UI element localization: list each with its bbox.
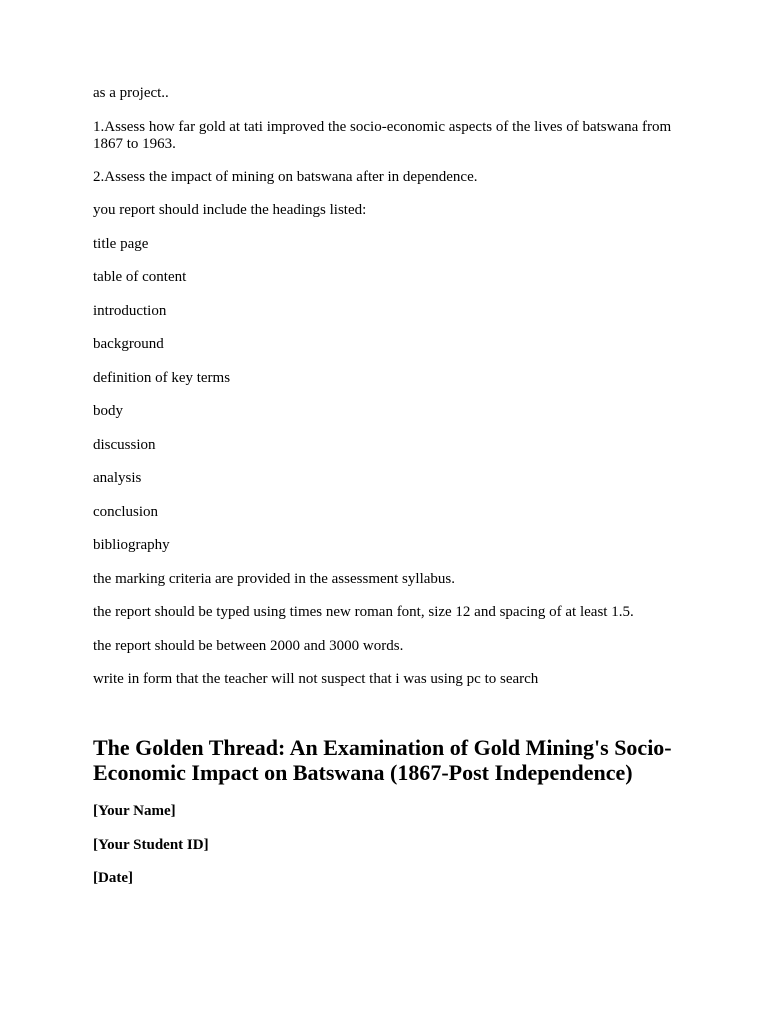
heading-item-body: body xyxy=(93,403,123,419)
instruction-writing-style: write in form that the teacher will not suspect that i was using pc to search xyxy=(93,671,539,687)
intro-text: as a project.. xyxy=(93,85,169,101)
headings-intro-text: you report should include the headings listed: xyxy=(93,202,367,218)
task-1-text: 1.Assess how far gold at tati improved the socio-economic aspects of the lives of batswana from 1867 to 1963. xyxy=(93,118,672,152)
heading-item-introduction: introduction xyxy=(93,302,167,319)
date-placeholder: [Date] xyxy=(93,870,133,886)
instructions-list xyxy=(93,571,693,689)
headings-list xyxy=(93,236,693,555)
document-page xyxy=(93,85,693,904)
instruction-typing-format: the report should be typed using times new roman font, size 12 and spacing of at least 1.5. xyxy=(93,604,634,620)
name-placeholder: [Your Name] xyxy=(93,803,176,819)
heading-item-definition-of-key-terms: definition of key terms xyxy=(93,369,231,386)
heading-item-table-of-content: table of content xyxy=(93,269,187,285)
student-id-placeholder: [Your Student ID] xyxy=(93,836,209,853)
task-2-text: 2.Assess the impact of mining on batswana after in dependence. xyxy=(93,168,478,185)
heading-item-analysis: analysis xyxy=(93,470,142,486)
heading-item-background: background xyxy=(93,336,164,352)
heading-item-bibliography: bibliography xyxy=(93,537,170,553)
heading-item-conclusion: conclusion xyxy=(93,503,158,520)
instruction-marking-criteria: the marking criteria are provided in the assessment syllabus. xyxy=(93,570,455,587)
heading-item-discussion: discussion xyxy=(93,436,156,453)
heading-item-title-page: title page xyxy=(93,235,149,252)
instruction-word-count: the report should be between 2000 and 3000 words. xyxy=(93,637,404,654)
report-title: The Golden Thread: An Examination of Gold Mining's Socio-Economic Impact on Batswana (1867-Post Independence) xyxy=(93,735,672,785)
